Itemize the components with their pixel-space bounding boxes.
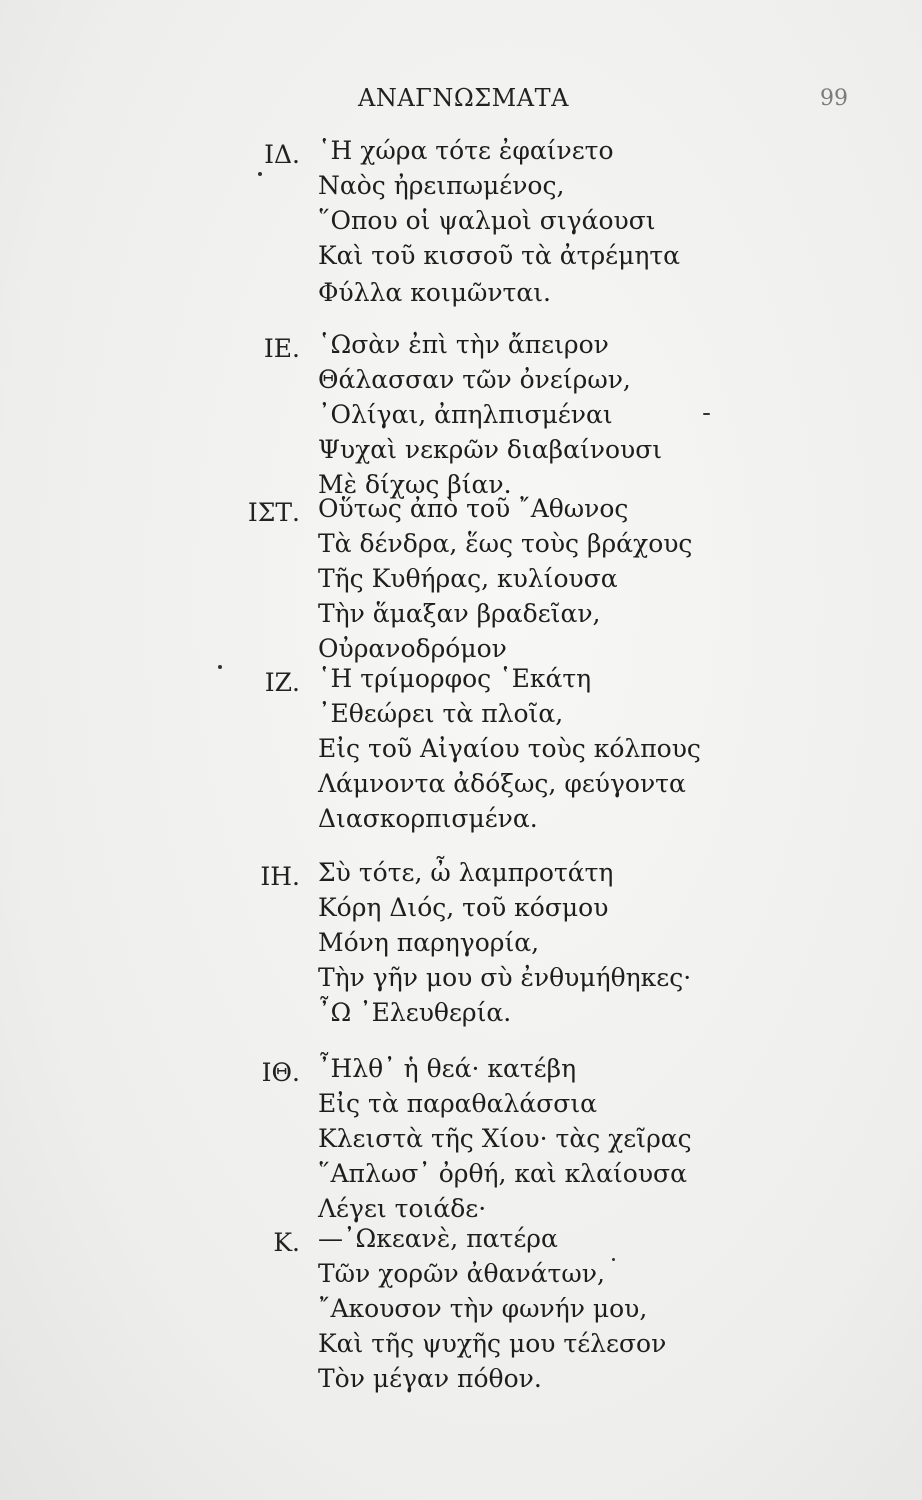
verse-line: Ναὸς ἠρειπωμένος, — [318, 171, 565, 200]
verse-line: ῾Η χώρα τότε ἐφαίνετο — [318, 136, 614, 165]
verse-line: Διασκορπισμένα. — [318, 804, 538, 833]
verse-line: Οὐρανοδρόμον — [318, 634, 507, 663]
verse-line: Καὶ τῆς ψυχῆς μου τέλεσον — [318, 1329, 667, 1358]
verse-line: Καὶ τοῦ κισσοῦ τὰ ἀτρέμητα — [318, 241, 681, 270]
stanza-number: ΙΕ. — [263, 334, 300, 363]
ink-speck — [612, 1258, 615, 1261]
verse-line: Τὰ δένδρα, ἕως τοὺς βράχους — [318, 529, 693, 558]
verse-line: ῾Η τρίμορφος ῾Εκάτη — [318, 664, 592, 693]
page-header — [0, 78, 922, 118]
verse-line: Οὕτως ἀπὸ τοῦ ῎Αθωνος — [318, 494, 629, 523]
running-title: ΑΝΑΓΝΩΣΜΑΤΑ — [358, 84, 569, 112]
verse-line: ῏Ω ᾿Ελευθερία. — [318, 998, 512, 1027]
verse-line: Εἰς τὰ παραθαλάσσια — [318, 1089, 598, 1118]
verse-line: ῏Ηλθ᾿ ἡ θεά· κατέβη — [318, 1054, 577, 1083]
verse-line: Τῶν χορῶν ἀθανάτων, — [318, 1259, 605, 1288]
verse-line: —᾿Ωκεανὲ, πατέρα — [318, 1224, 558, 1253]
verse-line: Θάλασσαν τῶν ὀνείρων, — [318, 365, 631, 394]
verse-line: Τὴν γῆν μου σὺ ἐνθυμήθηκες· — [318, 963, 692, 992]
ink-speck — [703, 413, 710, 415]
verse-line: Μὲ δίχως βίαν. — [318, 470, 512, 499]
stanza-number: ΙΣΤ. — [247, 498, 300, 527]
verse-line: Λέγει τοιάδε· — [318, 1194, 487, 1223]
stanza-number: Κ. — [273, 1228, 300, 1257]
stanza-number: ΙΘ. — [261, 1058, 300, 1087]
verse-line: Λάμνοντα ἀδόξως, φεύγοντα — [318, 769, 686, 798]
verse-line: ᾿Ολίγαι, ἀπηλπισμέναι — [318, 400, 613, 429]
verse-line: Εἰς τοῦ Αἰγαίου τοὺς κόλπους — [318, 734, 701, 763]
stanza-number: ΙΗ. — [260, 862, 300, 891]
verse-line: Μόνη παρηγορία, — [318, 928, 540, 957]
verse-line: Σὺ τότε, ὦ λαμπροτάτη — [318, 858, 614, 887]
stanza-number: ΙΖ. — [264, 668, 300, 697]
ink-speck — [218, 665, 222, 669]
verse-line: Κλειστὰ τῆς Χίου· τὰς χεῖρας — [318, 1124, 692, 1153]
verse-line: Τὸν μέγαν πόθον. — [318, 1364, 542, 1393]
ink-speck — [258, 172, 262, 176]
verse-line: Ψυχαὶ νεκρῶν διαβαίνουσι — [318, 435, 663, 464]
verse-line: Τὴν ἅμαξαν βραδεῖαν, — [318, 599, 601, 628]
verse-line: Φύλλα κοιμῶνται. — [318, 278, 551, 307]
verse-line: ῞Απλωσ᾿ ὀρθή, καὶ κλαίουσα — [318, 1159, 688, 1188]
verse-line: Τῆς Κυθήρας, κυλίουσα — [318, 564, 618, 593]
page-number: 99 — [820, 86, 848, 111]
verse-line: ᾿Εθεώρει τὰ πλοῖα, — [318, 699, 564, 728]
stanza-number: ΙΔ. — [264, 140, 300, 169]
verse-line: ῎Ακουσον τὴν φωνήν μου, — [318, 1294, 648, 1323]
verse-line: Κόρη Διός, τοῦ κόσμου — [318, 893, 609, 922]
verse-line: ῞Οπου οἱ ψαλμοὶ σιγάουσι — [318, 206, 656, 235]
verse-line: ῾Ωσὰν ἐπὶ τὴν ἄπειρον — [318, 330, 609, 359]
